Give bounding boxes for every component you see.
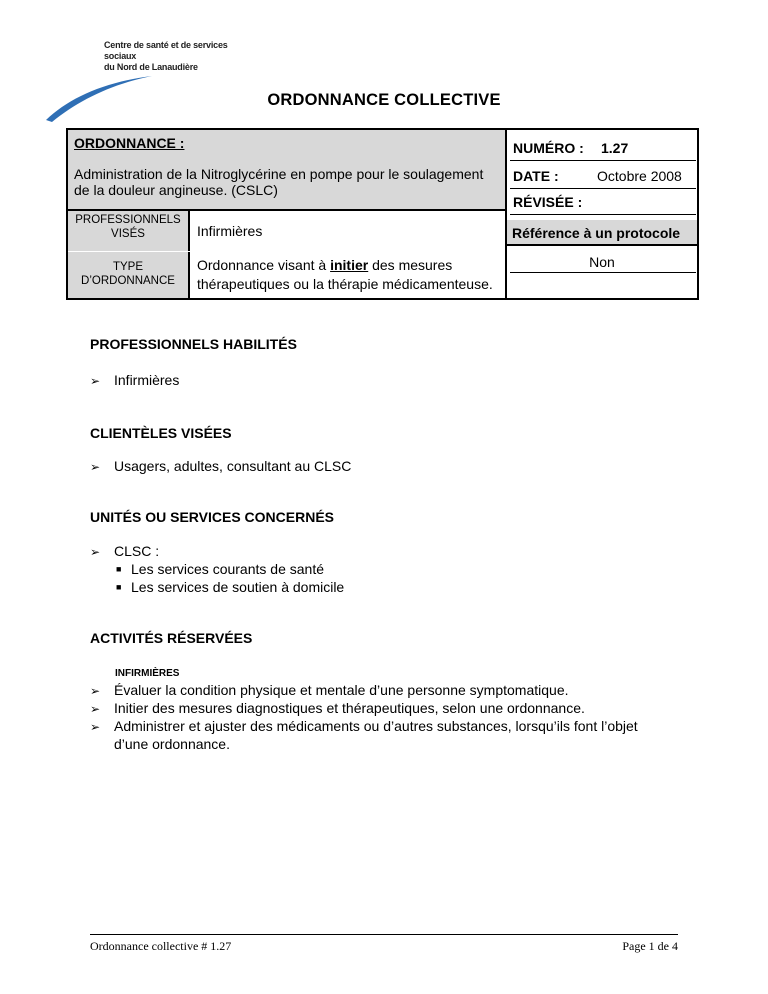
list-item-continuation: d’une ordonnance. xyxy=(114,736,230,752)
arrow-bullet-icon: ➢ xyxy=(90,374,101,388)
arrow-bullet-icon: ➢ xyxy=(90,702,101,716)
list-item: ➢ Évaluer la condition physique et mentale d’une personne symptomatique. xyxy=(90,682,569,698)
footer-divider xyxy=(90,934,678,935)
sub-list-item: ■ Les services courants de santé xyxy=(116,561,324,577)
square-bullet-icon: ■ xyxy=(116,582,122,592)
list-item: ➢ Usagers, adultes, consultant au CLSC xyxy=(90,458,352,474)
type-ordonnance-line2: thérapeutiques ou la thérapie médicamenteuse. xyxy=(197,276,493,292)
ordonnance-title-line2: de la douleur angineuse. (CSLC) xyxy=(74,182,278,198)
square-bullet-icon: ■ xyxy=(116,564,122,574)
professionnels-label: PROFESSIONNELS VISÉS xyxy=(75,214,181,240)
ordonnance-label: ORDONNANCE : xyxy=(74,135,185,151)
reference-label: Référence à un protocole xyxy=(512,225,681,241)
arrow-bullet-icon: ➢ xyxy=(90,684,101,698)
numero-value: 1.27 xyxy=(601,140,629,156)
footer-document-ref: Ordonnance collective # 1.27 xyxy=(90,939,232,953)
row-divider xyxy=(68,209,505,211)
unites-title: UNITÉS OU SERVICES CONCERNÉS xyxy=(90,509,335,525)
numero-label: NUMÉRO : xyxy=(513,140,584,156)
arrow-bullet-icon: ➢ xyxy=(90,720,101,734)
column-divider xyxy=(505,130,507,298)
arrow-bullet-icon: ➢ xyxy=(90,545,101,559)
arrow-bullet-icon: ➢ xyxy=(90,460,101,474)
revisee-label: RÉVISÉE : xyxy=(513,194,583,210)
organization-name: Centre de santé et de services sociaux du Nord de Lanaudière xyxy=(104,40,228,72)
list-item: ➢ CLSC : xyxy=(90,543,160,559)
ordonnance-title-line1: Administration de la Nitroglycérine en pompe pour le soulagement xyxy=(74,166,484,182)
order-header-table xyxy=(66,128,699,300)
footer-page-number: Page 1 de 4 xyxy=(622,939,678,953)
organization-logo xyxy=(44,40,244,125)
sub-list-item: ■ Les services de soutien à domicile xyxy=(116,579,345,595)
list-item: ➢ Initier des mesures diagnostiques et thérapeutiques, selon une ordonnance. xyxy=(90,700,585,716)
habilites-title: PROFESSIONNELS HABILITÉS xyxy=(90,336,297,352)
date-value: Octobre 2008 xyxy=(597,168,682,184)
activites-subtitle: INFIRMIÈRES xyxy=(115,668,180,679)
type-ordonnance-line1: Ordonnance visant à initier des mesures xyxy=(197,257,453,273)
activites-title: ACTIVITÉS RÉSERVÉES xyxy=(90,630,253,646)
clienteles-title: CLIENTÈLES VISÉES xyxy=(90,425,232,441)
document-title: ORDONNANCE COLLECTIVE xyxy=(267,91,501,109)
list-item: ➢ Infirmières xyxy=(90,372,180,388)
type-ordonnance-label: TYPE D’ORDONNANCE xyxy=(81,261,175,287)
professionnels-value: Infirmières xyxy=(197,223,263,239)
list-item: ➢ Administrer et ajuster des médicaments ou d’autres substances, lorsqu’ils font l’objet xyxy=(90,718,638,734)
date-label: DATE : xyxy=(513,168,559,184)
reference-value: Non xyxy=(589,254,615,270)
label-divider xyxy=(188,210,190,298)
